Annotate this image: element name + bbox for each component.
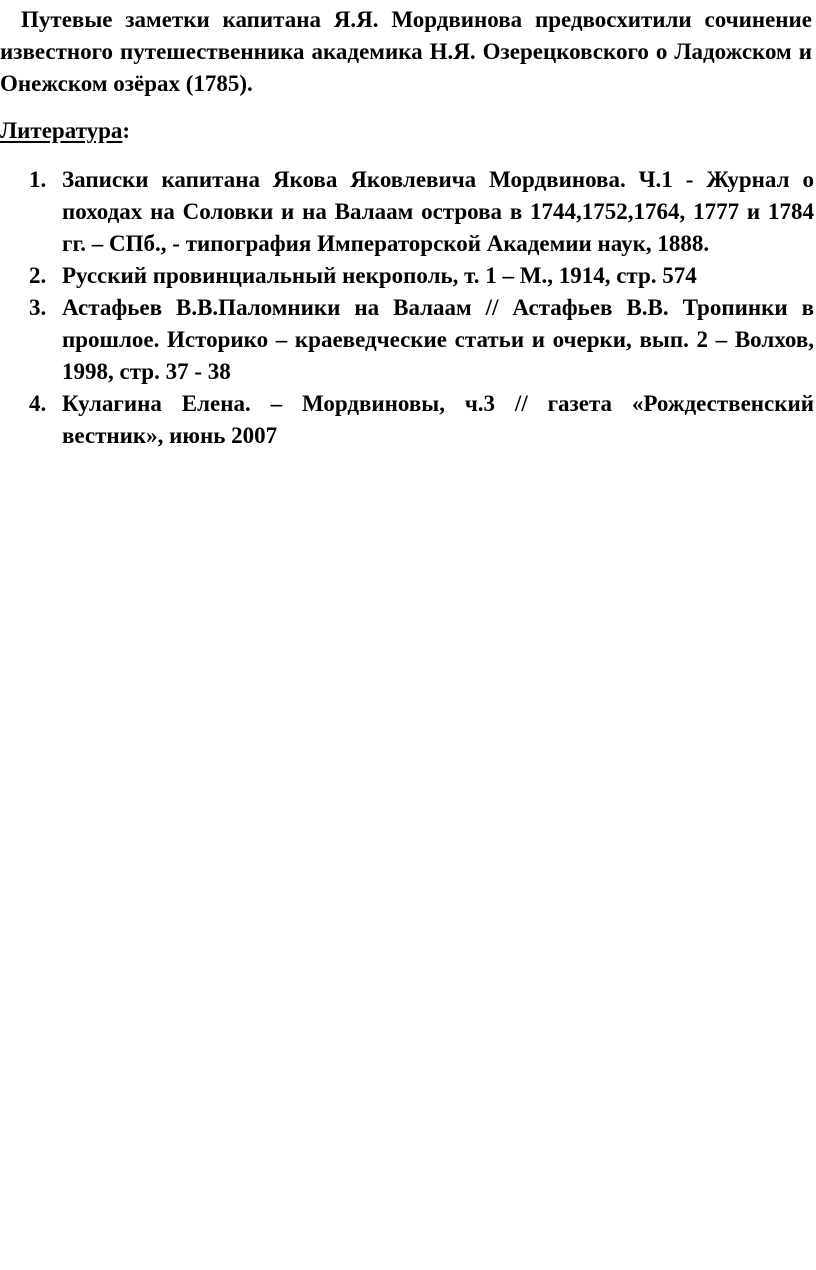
reference-item-4 xyxy=(0,388,814,452)
literature-heading-colon: : xyxy=(122,118,131,143)
literature-heading-label: Литература xyxy=(0,118,123,143)
reference-number: 2. xyxy=(29,263,47,288)
reference-text: Русский провинциальный некрополь, т. 1 – М., 1914, стр. 574 xyxy=(62,263,697,288)
reference-item-2 xyxy=(0,260,814,292)
reference-item-1 xyxy=(0,164,814,260)
intro-paragraph: Путевые заметки капитана Я.Я. Мордвинова предвосхитили сочинение известного путешественника академика Н.Я. Озерецковского о Ладожском и Онежском озёрах (1785). xyxy=(0,7,812,96)
reference-text: Кулагина Елена. – Мордвиновы, ч.3 // газета «Рождественский вестник», июнь 2007 xyxy=(62,391,814,448)
reference-number: 3. xyxy=(29,295,47,320)
reference-number: 4. xyxy=(29,391,47,416)
reference-text: Записки капитана Якова Яковлевича Мордвинова. Ч.1 - Журнал о походах на Соловки и на Валаам острова в 1744,1752,1764, 1777 и 1784 гг. – СПб., - типография Императорской Академии наук, 1888. xyxy=(62,167,814,256)
references-list xyxy=(0,164,814,452)
literature-heading xyxy=(0,115,130,147)
reference-item-3 xyxy=(0,292,814,388)
reference-text: Астафьев В.В.Паломники на Валаам // Астафьев В.В. Тропинки в прошлое. Историко – краеведческие статьи и очерки, вып. 2 – Волхов, 1998, стр. 37 - 38 xyxy=(62,295,814,384)
reference-number: 1. xyxy=(29,167,47,192)
